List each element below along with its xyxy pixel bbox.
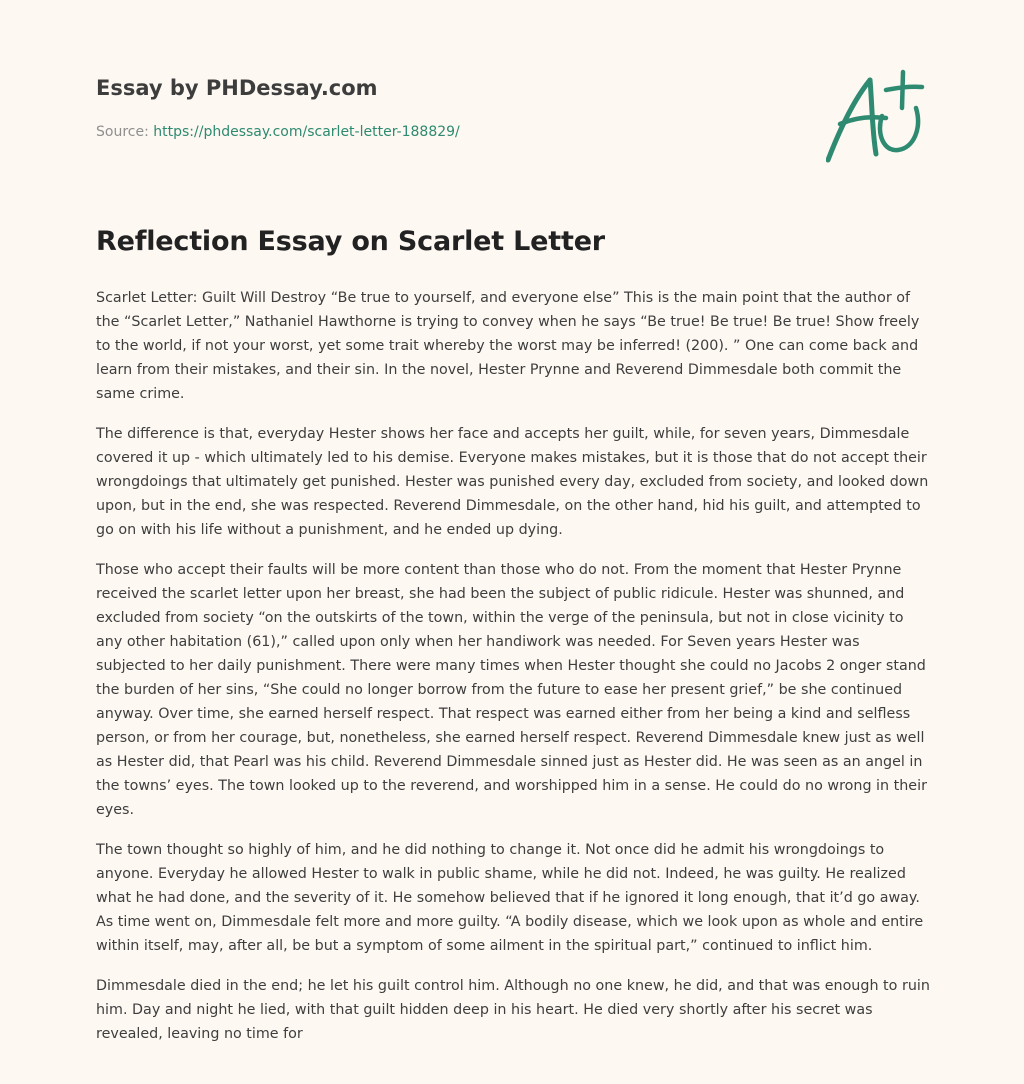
essay-body [96, 286, 932, 1062]
a-plus-logo-icon [826, 68, 930, 164]
paragraph: Scarlet Letter: Guilt Will Destroy “Be true to yourself, and everyone else” This is the main point that the author of the “Scarlet Letter,” Nathaniel Hawthorne is trying to convey when he says “Be true! Be true! Be true! Show freely to the world, if not your worst, yet some trait whereby the worst may be inferred! (200). ” One can come back and learn from their mistakes, and their sin. In the novel, Hester Prynne and Reverend Dimmesdale both commit the same crime. [96, 290, 920, 402]
source-label: Source: [96, 124, 149, 140]
source-line [96, 124, 460, 140]
paragraph: The town thought so highly of him, and he did nothing to change it. Not once did he admit his wrongdoings to anyone. Everyday he allowed Hester to walk in public shame, while he did not. Indeed, he was guilty. He realized what he had done, and the severity of it. He somehow believed that if he ignored it long enough, that it’d go away. As time went on, Dimmesdale felt more and more guilty. “A bodily disease, which we look upon as whole and entire within itself, may, after all, be but a symptom of some ailment in the spiritual part,” continued to inflict him. [96, 842, 924, 954]
paragraph: Dimmesdale died in the end; he let his guilt control him. Although no one knew, he did, and that was enough to ruin him. Day and night he lied, with that guilt hidden deep in his heart. He died very shortly after his secret was revealed, leaving no time for [96, 978, 930, 1042]
paragraph: Those who accept their faults will be more content than those who do not. From the moment that Hester Prynne received the scarlet letter upon her breast, she had been the subject of public ridicule. Hester was shunned, and excluded from society “on the outskirts of the town, within the verge of the peninsula, but not in close vicinity to any other habitation (61),” called upon only when her handiwork was needed. For Seven years Hester was subjected to her daily punishment. There were many times when Hester thought she could no Jacobs 2 onger stand the burden of her sins, “She could no longer borrow from the future to ease her present grief,” be she continued anyway. Over time, she earned herself respect. That respect was earned either from her being a kind and selfless person, or from her courage, but, nonetheless, she earned herself respect. Reverend Dimmesdale knew just as well as Hester did, that Pearl was his child. Reverend Dimmesdale sinned just as Hester did. He was seen as an angel in the towns’ eyes. The town looked up to the reverend, and worshipped him in a sense. He could do no wrong in their eyes. [96, 562, 927, 818]
paragraph: The difference is that, everyday Hester shows her face and accepts her guilt, while, for seven years, Dimmesdale covered it up - which ultimately led to his demise. Everyone makes mistakes, but it is those that do not accept their wrongdoings that ultimately get punished. Hester was punished every day, excluded from society, and looked down upon, but in the end, she was respected. Reverend Dimmesdale, on the other hand, hid his guilt, and attempted to go on with his life without a punishment, and he ended up dying. [96, 426, 929, 538]
essay-title: Reflection Essay on Scarlet Letter [96, 226, 605, 257]
source-link[interactable]: https://phdessay.com/scarlet-letter-188829/ [153, 124, 460, 140]
site-title: Essay by PHDessay.com [96, 76, 378, 100]
